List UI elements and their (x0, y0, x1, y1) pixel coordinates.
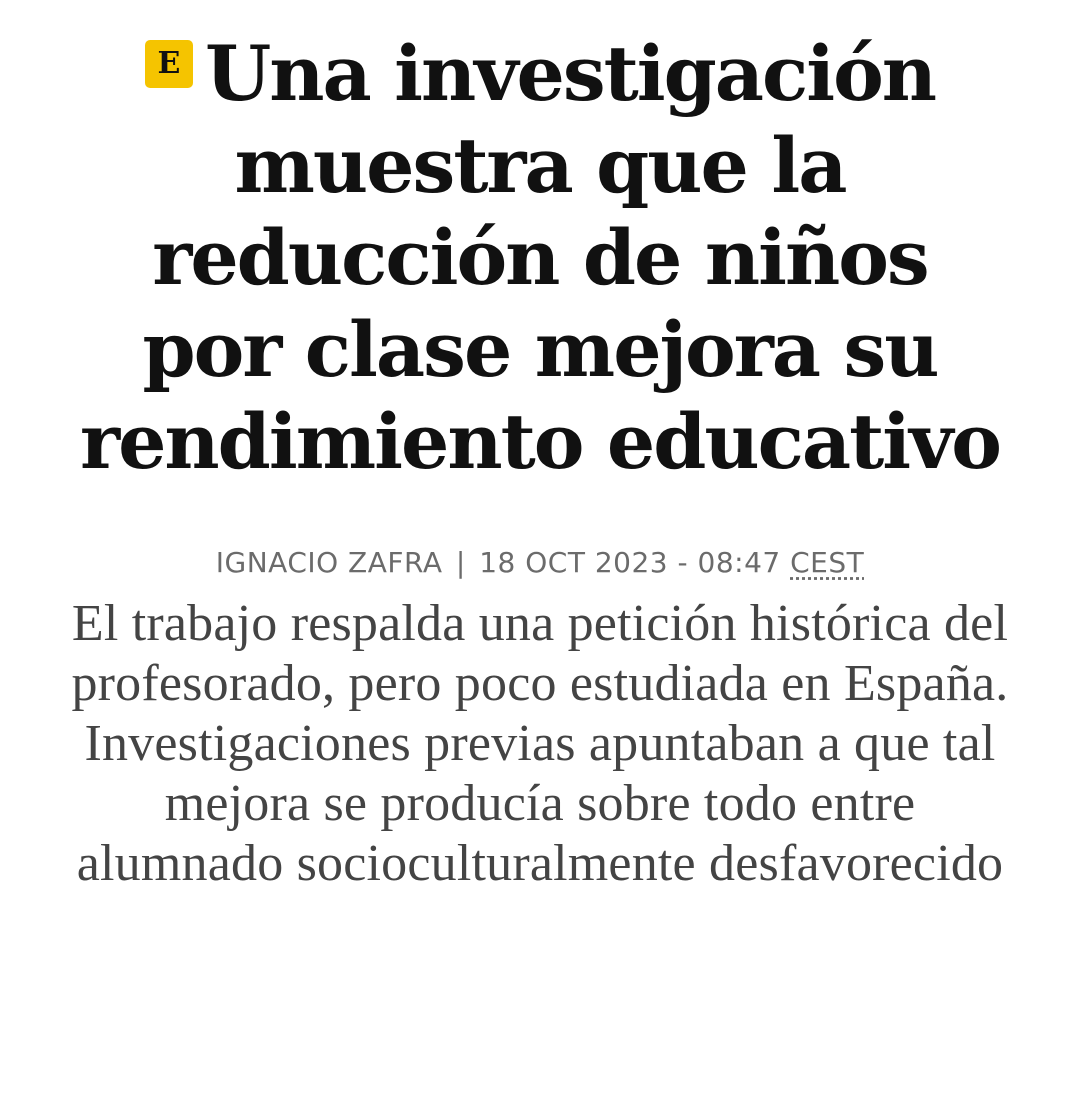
author-name: IGNACIO ZAFRA (215, 546, 443, 579)
byline-separator: | (455, 546, 466, 579)
newspaper-logo-icon (145, 40, 193, 88)
headline-text: Una investigación muestra que la reducción de niños por clase mejora su rendimiento educativo (80, 29, 1000, 486)
timezone-label: CEST (790, 546, 865, 579)
headline-block (80, 28, 1000, 488)
article-byline (160, 546, 920, 580)
logo-letter: E (157, 46, 181, 81)
publish-date: 18 OCT 2023 - 08:47 (479, 546, 781, 579)
article-summary: El trabajo respalda una petición histórica del profesorado, pero poco estudiada en España. Investigaciones previas apuntaban a que tal mejora se producía sobre todo entre alumnado socioculturalmente desfavorecido (71, 595, 1009, 892)
article-headline (80, 28, 1000, 488)
